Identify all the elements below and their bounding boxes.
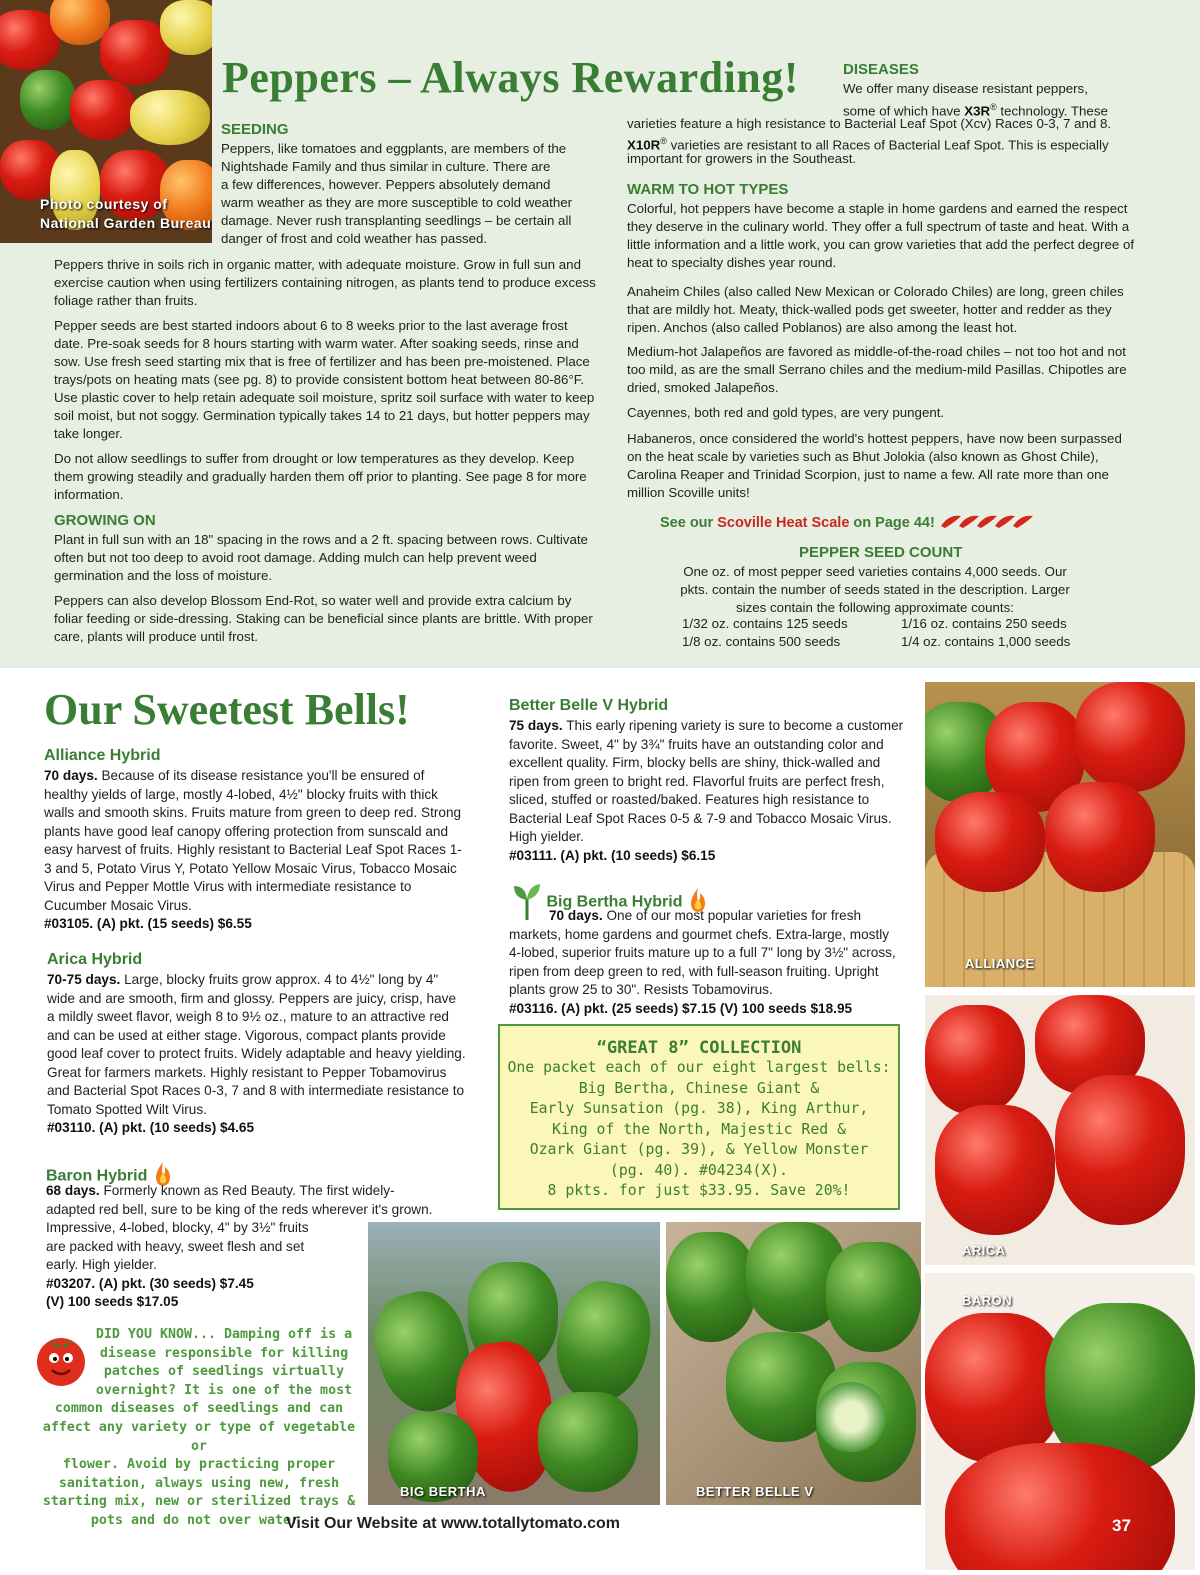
- baron-description: 68 days. Formerly known as Red Beauty. The first widely- adapted red bell, sure to be king of the reds wherever it's grown. Impressive, 4-lobed, blocky, 4" by 3½" fruits are packed with heavy, sweet flesh and set early. High yielder. #03207. (A) pkt. (30 seeds) $7.45 (V) 100 seeds $17.05: [46, 1183, 433, 1309]
- seeding-intro: Peppers, like tomatoes and eggplants, are members of the Nightshade Family and thus similar in culture. There are a few differences, however. Peppers absolutely demand warm weather as they are more susceptible to cold weather damage. Never rush transplanting seedlings – be certain all danger of frost and cold weather has passed.: [221, 141, 573, 246]
- scoville-link[interactable]: Scoville Heat Scale: [717, 514, 850, 531]
- big-bertha-photo-label: BIG BERTHA: [400, 1484, 486, 1499]
- diseases-line-5: important for growers in the Southeast.: [627, 151, 857, 166]
- growing-on-paragraph-1: Plant in full sun with an 18" spacing in the rows and a 2 ft. spacing between rows. Cultivate often but not too deep to avoid root damage. Adding mulch can help prevent weed germination and the loss of moisture.: [54, 532, 588, 583]
- baron-photo-label: BARON: [962, 1293, 1013, 1308]
- alliance-heading: Alliance Hybrid: [44, 747, 161, 764]
- big-bertha-heading: Big Bertha Hybrid: [512, 880, 709, 925]
- diseases-line-3: varieties feature a high resistance to Bacterial Leaf Spot (Xcv) Races 0-3, 7 and 8.: [627, 116, 1112, 131]
- hot-types-paragraph-2: Anaheim Chiles (also called New Mexican or Colorado Chiles) are long, green chiles that are mildly hot. Meaty, thick-walled pods get sweeter, hotter and redder as they ripen. Anchos (also called Poblanos) are also among the least hot.: [627, 284, 1124, 335]
- big-bertha-description: 70 days. One of our most popular varieties for fresh markets, home gardens and gourmet chefs. Extra-large, mostly 4-lobed, superior fruits mature up to a full 7" long by 3½" across, ripen from deep green to red, with full-season fruiting. Upright plants grow 25 to 30". Resists Tobamovirus. #03116. (A) pkt. (25 seeds) $7.15 (V) 100 seeds $18.95: [509, 908, 896, 1016]
- arica-photo-label: ARICA: [962, 1243, 1006, 1258]
- seeding-paragraph-4: Do not allow seedlings to suffer from drought or low temperatures as they develop. Keep them growing steadily and gradually harden them off prior to planting. See page 8 for more information.: [54, 451, 587, 502]
- better-belle-description: 75 days. This early ripening variety is sure to become a customer favorite. Sweet, 4" by 3¾" fruits have an outstanding color and excellent quality. Firm, blocky bells are shiny, thick-walled and ripen from green to bright red. Flavorful fruits are perfect fresh, sliced, stuffed or roasted/baked. Features high resistance to Bacterial Leaf Spot Races 0-5 & 7-9 and Tobacco Mosaic Virus. High yielder. #03111. (A) pkt. (10 seeds) $6.15: [509, 718, 904, 863]
- hot-types-paragraph-3: Medium-hot Jalapeños are favored as middle-of-the-road chiles – not too hot and not too mild, as are the small Serrano chiles and the medium-mild Pasillas. Chipotles are dried, smoked Jalapeños.: [627, 344, 1127, 395]
- alliance-photo-label: ALLIANCE: [965, 956, 1035, 971]
- big-bertha-photo: [368, 1222, 660, 1505]
- seed-count-row-1-right: 1/16 oz. contains 250 seeds: [901, 616, 1067, 631]
- bells-title: Our Sweetest Bells!: [44, 685, 410, 734]
- website-link[interactable]: Visit Our Website at www.totallytomato.com: [286, 1515, 620, 1532]
- growing-on-paragraph-2: Peppers can also develop Blossom End-Rot, so water well and provide extra calcium by foliar feeding or side-dressing. Staking can be beneficial since plants are brittle. With proper care, plants will produce until frost.: [54, 593, 593, 644]
- hot-types-paragraph-1: Colorful, hot peppers have become a staple in home gardens and earned the respect they deserve in the culinary world. They offer a full spectrum of taste and heat. With a little information and a little work, you can grow varieties that add the perfect degree of heat to specialty dishes year round.: [627, 201, 1135, 270]
- page-number: 37: [1112, 1516, 1131, 1535]
- scoville-callout[interactable]: See our Scoville Heat Scale on Page 44!: [660, 512, 1039, 534]
- seeding-paragraph-2: Peppers thrive in soils rich in organic matter, with adequate moisture. Grow in full sun and exercise caution when using fertilizers containing nitrogen, as plants tend to produce excess foliage rather than fruits.: [54, 257, 596, 308]
- diseases-heading: DISEASES: [843, 61, 919, 78]
- alliance-photo: [925, 682, 1195, 987]
- seeding-heading: SEEDING: [221, 121, 289, 138]
- great-8-collection-box: “GREAT 8” COLLECTION One packet each of our eight largest bells: Big Bertha, Chinese Giant & Early Sunsation (pg. 38), King Arthur, King of the North, Majestic Red & Ozark Giant (pg. 39), & Yellow Monster (pg. 40). #04234(X). 8 pkts. for just $33.95. Save 20%!: [498, 1024, 900, 1210]
- alliance-description: 70 days. Because of its disease resistance you'll be ensured of healthy yields of large, mostly 4-lobed, 4½" blocky fruits with thick walls and smooth skins. Fruits mature from green to deep red. Strong plants have good leaf canopy offering protection from sunscald and easy harvest of fruits. Highly resistant to Bacterial Leaf Spot Races 1-3 and 5, Potato Virus Y, Potato Yellow Mosaic Virus, Tobacco Mosaic Virus and Pepper Mottle Virus with intermediate resistance to Cucumber Mosaic Virus. #03105. (A) pkt. (15 seeds) $6.55: [44, 768, 462, 931]
- baron-heading: Baron Hybrid: [46, 1161, 174, 1192]
- arica-description: 70-75 days. Large, blocky fruits grow approx. 4 to 4½" long by 4" wide and are smooth, firm and glossy. Peppers are juicy, crisp, have a mildly sweet flavor, weigh 8 to 9½ oz., mature to an attractive red and can be used at either stage. Vigorous, compact plants provide good leaf cover to protect fruits. Widely adaptable and heavy yielding. Great for farmers markets. Highly resistant to Pepper Tobamovirus and Bacterial Spot Races 0-3, 7 and 8 with intermediate resistance to Tomato Spotted Wilt Virus. #03110. (A) pkt. (10 seeds) $4.65: [47, 972, 466, 1135]
- photo-credit-line2: National Garden Bureau: [40, 215, 212, 231]
- baron-photo: [925, 1273, 1195, 1570]
- photo-credit-line1: Photo courtesy of: [40, 196, 168, 212]
- seed-count-text: One oz. of most pepper seed varieties contains 4,000 seeds. Our pkts. contain the number of seeds stated in the description. Larger sizes contain the following approximate counts:: [680, 564, 1070, 615]
- hot-types-heading: WARM TO HOT TYPES: [627, 181, 789, 198]
- better-belle-photo-label: BETTER BELLE V: [696, 1484, 814, 1499]
- diseases-line-2: some of which have X3R® technology. These: [843, 102, 1108, 119]
- hot-types-paragraph-5: Habaneros, once considered the world's hottest peppers, have now been surpassed on the heat scale by varieties such as Bhut Jolokia (also known as Ghost Chile), Carolina Reaper and Trinidad Scorpion, just to name a few. All rate more than one million Scoville units!: [627, 431, 1122, 500]
- seeding-paragraph-3: Pepper seeds are best started indoors about 6 to 8 weeks prior to the last average frost date. Pre-soak seeds for 8 hours starting with warm water. After soaking seeds, rinse and sow. Use fresh seed starting mix that is free of fertilizer and has been pre-moistened. Place trays/pots on heating mats (see pg. 8) to provide consistent bottom heat between 80-86°F. Use plastic cover to help retain adequate soil moisture, spritz soil surface with water to keep soil moist, but not soggy. Germination typically takes 14 to 21 days, but hotter peppers may take longer.: [54, 318, 595, 441]
- hot-types-paragraph-4: Cayennes, both red and gold types, are very pungent.: [627, 405, 945, 420]
- page-title: Peppers – Always Rewarding!: [222, 53, 799, 102]
- diseases-line-4: X10R® varieties are resistant to all Races of Bacterial Leaf Spot. This is especially: [627, 136, 1109, 153]
- arica-heading: Arica Hybrid: [47, 951, 143, 968]
- seed-count-row-1-left: 1/32 oz. contains 125 seeds: [682, 616, 848, 631]
- growing-on-heading: GROWING ON: [54, 512, 156, 529]
- better-belle-photo: [666, 1222, 921, 1505]
- peppers-photo: [0, 0, 212, 243]
- chili-peppers-icon: [939, 512, 1039, 534]
- seed-count-row-2-right: 1/4 oz. contains 1,000 seeds: [901, 634, 1071, 649]
- diseases-line-1: We offer many disease resistant peppers,: [843, 81, 1088, 96]
- arica-photo: [925, 995, 1195, 1265]
- better-belle-heading: Better Belle V Hybrid: [509, 697, 669, 714]
- seed-count-heading: PEPPER SEED COUNT: [799, 544, 963, 561]
- seed-count-row-2-left: 1/8 oz. contains 500 seeds: [682, 634, 841, 649]
- did-you-know-note: DID YOU KNOW... Damping off is a disease responsible for killing patches of seedlings virtually overnight? It is one of the most common diseases of seedlings and can affect any variety or type of vegetable or flower. Avoid by practicing proper sanitation, always using new, fresh starting mix, new or sterilized trays & pots and do not over water.: [42, 1327, 356, 1528]
